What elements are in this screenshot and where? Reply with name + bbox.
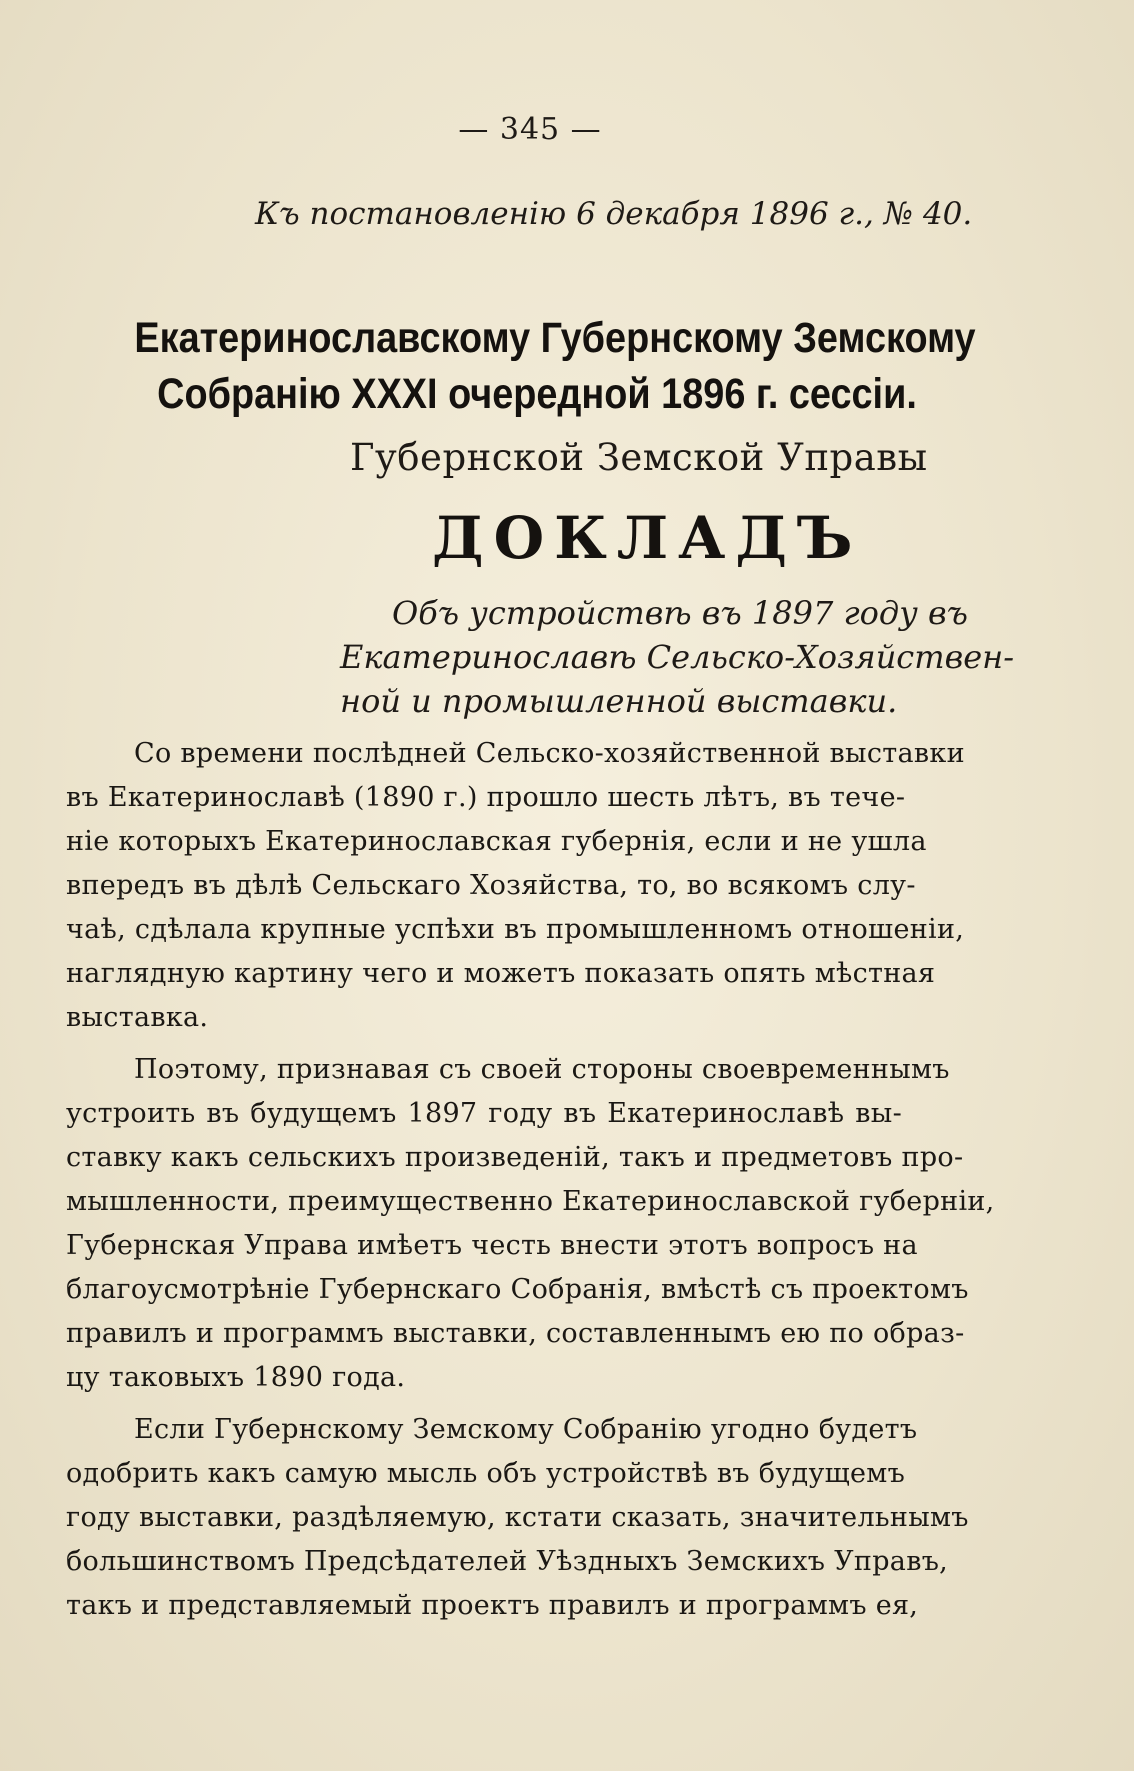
paragraph-line: Губернская Управа имѣетъ честь внести этотъ вопросъ на xyxy=(66,1230,918,1261)
paragraph-line: впередъ въ дѣлѣ Сельскаго Хозяйства, то, во всякомъ слу- xyxy=(66,870,916,901)
paragraph-line: ставку какъ сельскихъ произведеній, такъ и предметовъ про- xyxy=(66,1142,964,1173)
paragraph-line: ніе которыхъ Екатеринославская губернія, если и не ушла xyxy=(66,826,927,857)
resolution-reference: Къ постановленію 6 декабря 1896 г., № 40. xyxy=(255,196,973,232)
paragraph-line: наглядную картину чего и можетъ показать опять мѣстная xyxy=(66,958,936,989)
paragraph-line: Со времени послѣдней Сельско-хозяйственной выставки xyxy=(134,738,965,769)
paragraph-line: Поэтому, признавая съ своей стороны своевременнымъ xyxy=(134,1054,950,1085)
paragraph-line: Если Губернскому Земскому Собранію угодно будетъ xyxy=(134,1414,918,1445)
paragraph-line: благоусмотрѣніе Губернскаго Собранія, вмѣстѣ съ проектомъ xyxy=(66,1274,969,1305)
paragraph-line: цу таковыхъ 1890 года. xyxy=(66,1362,406,1393)
paragraph-line: устроить въ будущемъ 1897 году въ Екатеринославѣ вы- xyxy=(66,1098,902,1129)
issuer-subheading: Губернской Земской Управы xyxy=(350,436,928,479)
paragraph-line: въ Екатеринославѣ (1890 г.) прошло шесть лѣтъ, въ тече- xyxy=(66,782,906,813)
subject-line-3: ной и промышленной выставки. xyxy=(340,682,898,720)
paragraph-line: чаѣ, сдѣлала крупные успѣхи въ промышленномъ отношеніи, xyxy=(66,914,965,945)
page-number: — 345 — xyxy=(458,112,602,147)
subject-line-1: Объ устройствѣ въ 1897 году въ xyxy=(392,594,968,632)
paragraph-line: правилъ и программъ выставки, составленнымъ ею по образ- xyxy=(66,1318,965,1349)
document-title: ДОКЛАДЪ xyxy=(432,504,863,572)
paragraph-line: одобрить какъ самую мысль объ устройствѣ въ будущемъ xyxy=(66,1458,906,1489)
paragraph-line: большинствомъ Предсѣдателей Уѣздныхъ Земскихъ Управъ, xyxy=(66,1546,949,1577)
paragraph-line: выставка. xyxy=(66,1002,209,1033)
addressee-heading-line-2: Собранію XXXI очередной 1896 г. сессіи. xyxy=(157,370,917,418)
paragraph-line: году выставки, раздѣляемую, кстати сказать, значительнымъ xyxy=(66,1502,969,1533)
paragraph-line: такъ и представляемый проектъ правилъ и программъ ея, xyxy=(66,1590,919,1621)
paragraph-line: мышленности, преимущественно Екатеринославской губерніи, xyxy=(66,1186,995,1217)
addressee-heading-line-1: Екатеринославскому Губернскому Земскому xyxy=(134,314,976,362)
subject-line-2: Екатеринославѣ Сельско-Хозяйствен- xyxy=(340,638,1015,676)
